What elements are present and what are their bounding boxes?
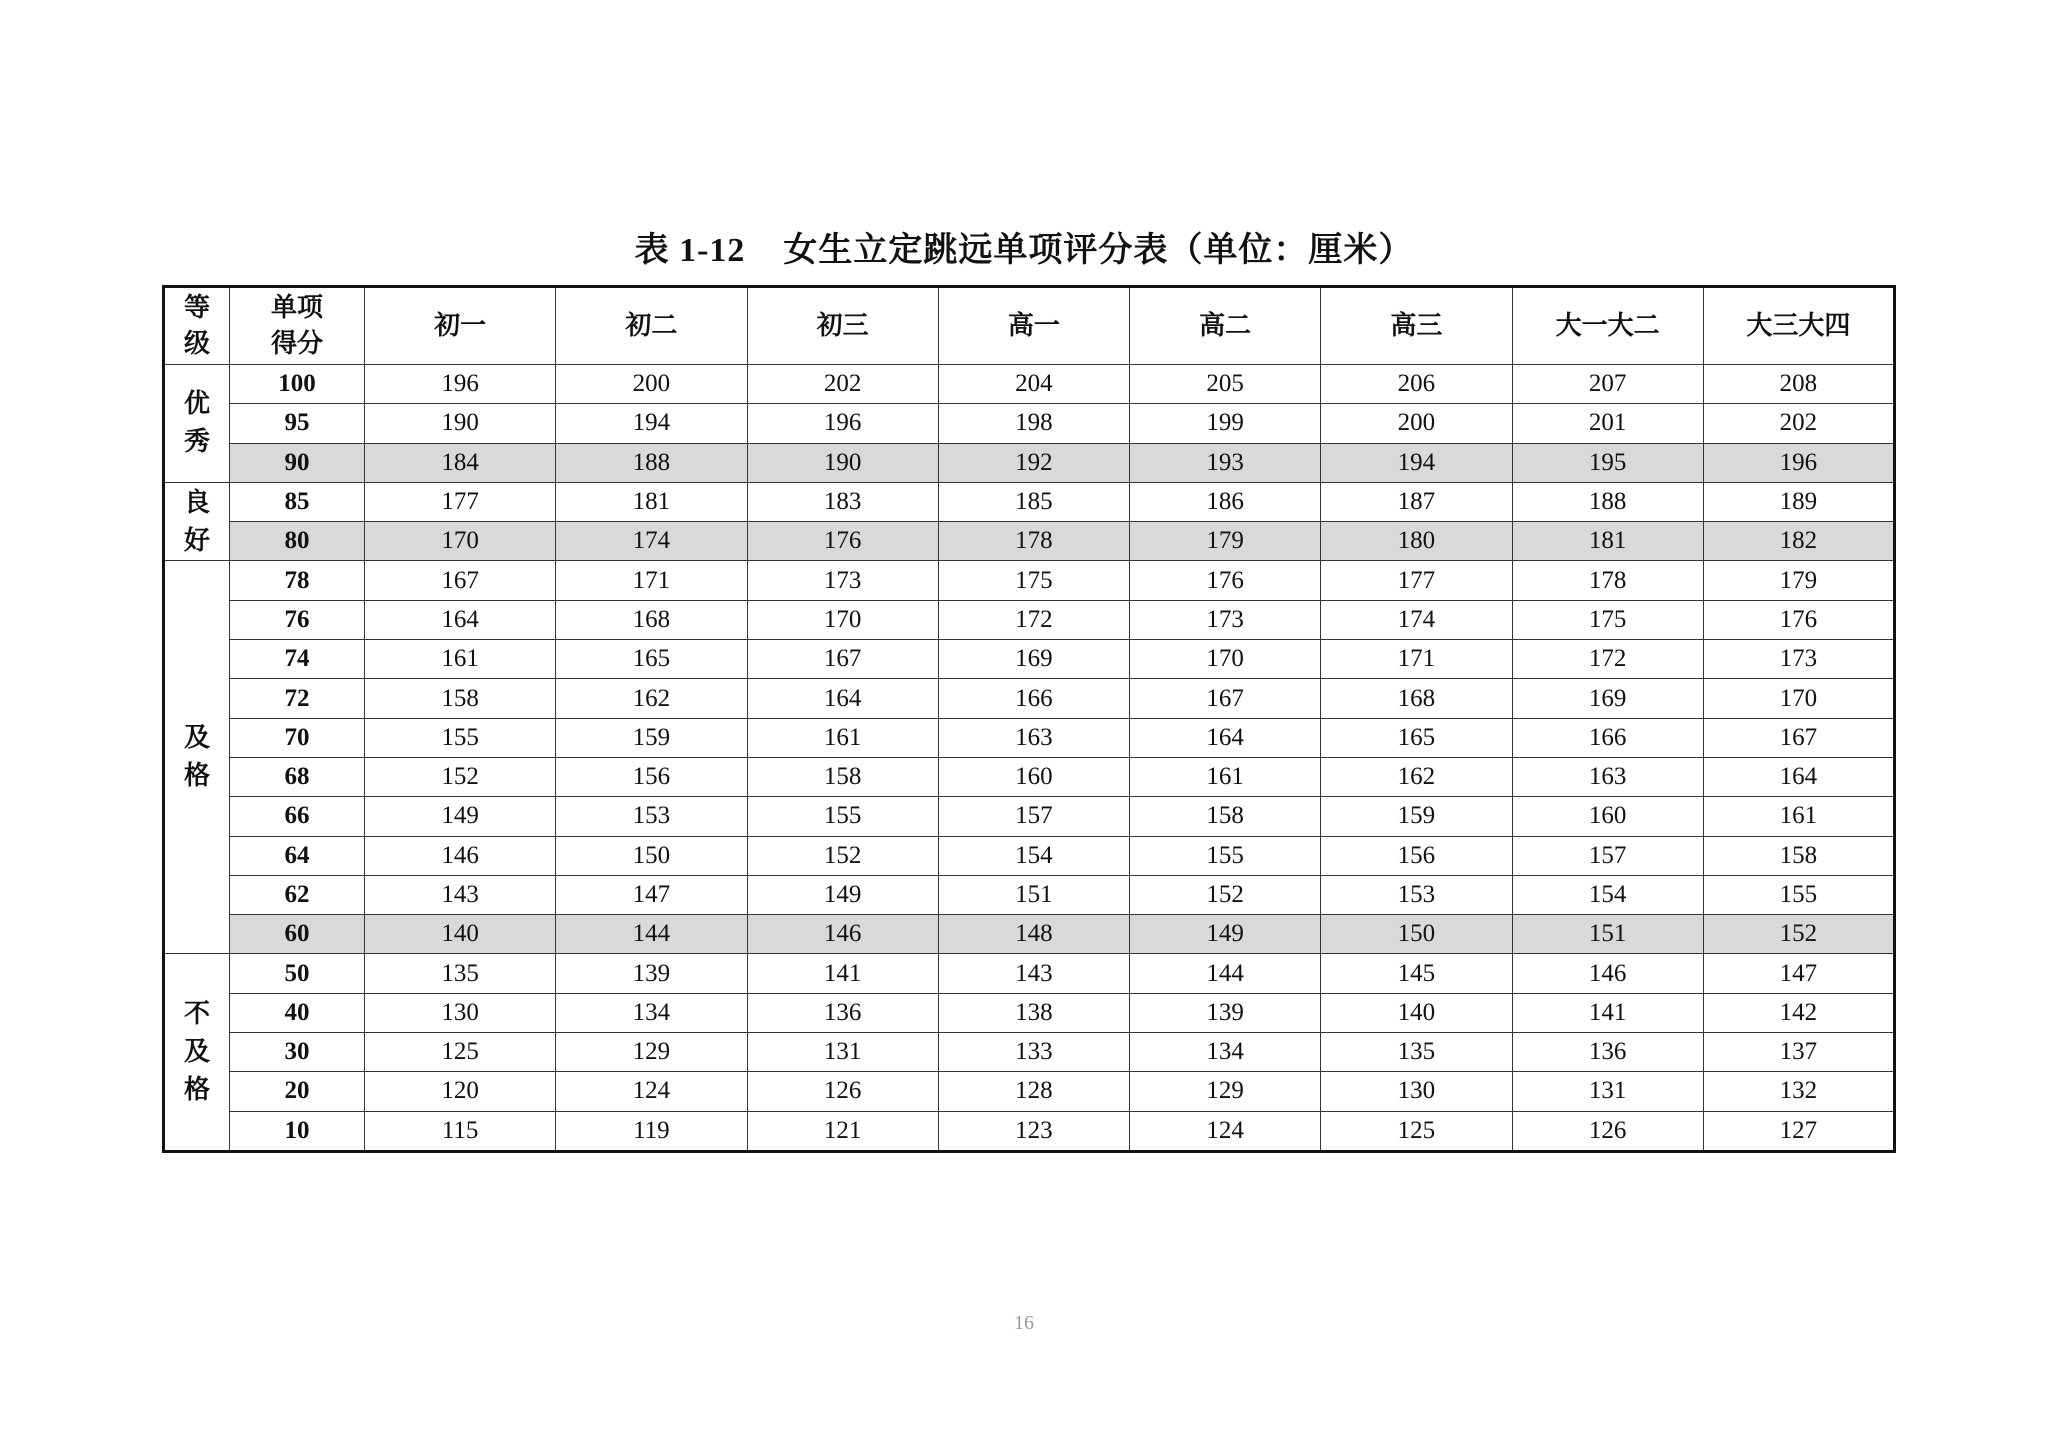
value-cell: 126 xyxy=(1512,1111,1703,1151)
score-cell: 40 xyxy=(230,993,365,1032)
table-row xyxy=(164,404,1895,443)
table-row xyxy=(164,365,1895,404)
value-cell: 155 xyxy=(747,797,938,836)
value-cell: 125 xyxy=(365,1033,556,1072)
table-title xyxy=(0,222,2048,271)
score-cell: 95 xyxy=(230,404,365,443)
score-cell: 70 xyxy=(230,718,365,757)
value-cell: 140 xyxy=(1321,993,1512,1032)
value-cell: 169 xyxy=(938,640,1129,679)
value-cell: 115 xyxy=(365,1111,556,1151)
score-cell: 100 xyxy=(230,365,365,404)
value-cell: 165 xyxy=(556,640,747,679)
value-cell: 142 xyxy=(1703,993,1894,1032)
value-cell: 150 xyxy=(556,836,747,875)
value-cell: 156 xyxy=(1321,836,1512,875)
value-cell: 184 xyxy=(365,443,556,482)
value-cell: 162 xyxy=(556,679,747,718)
page-number: 16 xyxy=(1014,1312,1034,1334)
value-cell: 121 xyxy=(747,1111,938,1151)
value-cell: 195 xyxy=(1512,443,1703,482)
value-cell: 161 xyxy=(1703,797,1894,836)
score-cell: 50 xyxy=(230,954,365,993)
score-cell: 60 xyxy=(230,915,365,954)
value-cell: 144 xyxy=(1130,954,1321,993)
value-cell: 174 xyxy=(556,522,747,561)
value-cell: 147 xyxy=(556,875,747,914)
value-cell: 164 xyxy=(1130,718,1321,757)
value-cell: 143 xyxy=(938,954,1129,993)
value-cell: 131 xyxy=(1512,1072,1703,1111)
value-cell: 170 xyxy=(365,522,556,561)
score-cell: 85 xyxy=(230,482,365,521)
value-cell: 150 xyxy=(1321,915,1512,954)
value-cell: 157 xyxy=(938,797,1129,836)
header-column: 初三 xyxy=(747,287,938,365)
value-cell: 198 xyxy=(938,404,1129,443)
table-row xyxy=(164,718,1895,757)
value-cell: 179 xyxy=(1130,522,1321,561)
value-cell: 158 xyxy=(747,757,938,796)
value-cell: 161 xyxy=(747,718,938,757)
value-cell: 182 xyxy=(1703,522,1894,561)
value-cell: 173 xyxy=(1130,600,1321,639)
value-cell: 168 xyxy=(556,600,747,639)
value-cell: 149 xyxy=(1130,915,1321,954)
value-cell: 154 xyxy=(938,836,1129,875)
value-cell: 204 xyxy=(938,365,1129,404)
value-cell: 173 xyxy=(1703,640,1894,679)
value-cell: 207 xyxy=(1512,365,1703,404)
score-cell: 68 xyxy=(230,757,365,796)
header-score-line: 得分 xyxy=(270,329,323,359)
header-column: 大三大四 xyxy=(1703,287,1894,365)
value-cell: 126 xyxy=(747,1072,938,1111)
value-cell: 152 xyxy=(747,836,938,875)
value-cell: 163 xyxy=(938,718,1129,757)
value-cell: 164 xyxy=(747,679,938,718)
value-cell: 185 xyxy=(938,482,1129,521)
table-row xyxy=(164,1072,1895,1111)
grade-cell xyxy=(164,954,230,1151)
table-row xyxy=(164,993,1895,1032)
value-cell: 164 xyxy=(1703,757,1894,796)
score-cell: 10 xyxy=(230,1111,365,1151)
value-cell: 133 xyxy=(938,1033,1129,1072)
value-cell: 170 xyxy=(1703,679,1894,718)
value-cell: 152 xyxy=(1130,875,1321,914)
value-cell: 154 xyxy=(1512,875,1703,914)
value-cell: 180 xyxy=(1321,522,1512,561)
score-cell: 30 xyxy=(230,1033,365,1072)
value-cell: 156 xyxy=(556,757,747,796)
value-cell: 130 xyxy=(365,993,556,1032)
score-cell: 20 xyxy=(230,1072,365,1111)
table-row xyxy=(164,797,1895,836)
grade-char: 及 xyxy=(183,723,210,754)
grade-char: 格 xyxy=(183,761,210,792)
value-cell: 159 xyxy=(1321,797,1512,836)
value-cell: 183 xyxy=(747,482,938,521)
value-cell: 151 xyxy=(938,875,1129,914)
value-cell: 175 xyxy=(938,561,1129,600)
table-caption: 女生立定跳远单项评分表（单位：厘米） xyxy=(783,230,1414,270)
score-cell: 80 xyxy=(230,522,365,561)
value-cell: 166 xyxy=(1512,718,1703,757)
value-cell: 136 xyxy=(747,993,938,1032)
score-cell: 74 xyxy=(230,640,365,679)
value-cell: 165 xyxy=(1321,718,1512,757)
header-column: 高一 xyxy=(938,287,1129,365)
table-row xyxy=(164,954,1895,993)
table-row xyxy=(164,1033,1895,1072)
value-cell: 161 xyxy=(365,640,556,679)
grade-cell xyxy=(164,482,230,561)
value-cell: 172 xyxy=(938,600,1129,639)
value-cell: 148 xyxy=(938,915,1129,954)
value-cell: 201 xyxy=(1512,404,1703,443)
value-cell: 143 xyxy=(365,875,556,914)
value-cell: 158 xyxy=(365,679,556,718)
value-cell: 131 xyxy=(747,1033,938,1072)
value-cell: 167 xyxy=(365,561,556,600)
header-column: 高二 xyxy=(1130,287,1321,365)
value-cell: 146 xyxy=(1512,954,1703,993)
value-cell: 141 xyxy=(1512,993,1703,1032)
table-row xyxy=(164,482,1895,521)
value-cell: 139 xyxy=(1130,993,1321,1032)
value-cell: 158 xyxy=(1703,836,1894,875)
header-grade xyxy=(164,287,230,365)
value-cell: 145 xyxy=(1321,954,1512,993)
value-cell: 124 xyxy=(1130,1111,1321,1151)
value-cell: 129 xyxy=(1130,1072,1321,1111)
grade-char: 不 xyxy=(183,999,210,1030)
value-cell: 125 xyxy=(1321,1111,1512,1151)
table-row xyxy=(164,561,1895,600)
value-cell: 140 xyxy=(365,915,556,954)
score-cell: 90 xyxy=(230,443,365,482)
value-cell: 153 xyxy=(556,797,747,836)
table-number: 表 1-12 xyxy=(634,232,746,269)
value-cell: 134 xyxy=(556,993,747,1032)
value-cell: 130 xyxy=(1321,1072,1512,1111)
value-cell: 202 xyxy=(1703,404,1894,443)
value-cell: 161 xyxy=(1130,757,1321,796)
value-cell: 167 xyxy=(1130,679,1321,718)
value-cell: 175 xyxy=(1512,600,1703,639)
table-row xyxy=(164,640,1895,679)
grade-char: 优 xyxy=(183,389,210,420)
header-column: 大一大二 xyxy=(1512,287,1703,365)
value-cell: 205 xyxy=(1130,365,1321,404)
value-cell: 119 xyxy=(556,1111,747,1151)
value-cell: 196 xyxy=(1703,443,1894,482)
value-cell: 167 xyxy=(747,640,938,679)
table-row xyxy=(164,679,1895,718)
value-cell: 158 xyxy=(1130,797,1321,836)
value-cell: 155 xyxy=(1130,836,1321,875)
table-row xyxy=(164,757,1895,796)
value-cell: 194 xyxy=(556,404,747,443)
grade-cell xyxy=(164,561,230,954)
header-column: 初二 xyxy=(556,287,747,365)
value-cell: 177 xyxy=(1321,561,1512,600)
value-cell: 149 xyxy=(747,875,938,914)
value-cell: 181 xyxy=(556,482,747,521)
header-row xyxy=(164,287,1895,365)
header-grade-line: 等 xyxy=(183,293,210,323)
value-cell: 146 xyxy=(365,836,556,875)
value-cell: 187 xyxy=(1321,482,1512,521)
value-cell: 138 xyxy=(938,993,1129,1032)
table-row xyxy=(164,836,1895,875)
value-cell: 193 xyxy=(1130,443,1321,482)
value-cell: 166 xyxy=(938,679,1129,718)
value-cell: 160 xyxy=(1512,797,1703,836)
table-body xyxy=(164,365,1895,1152)
value-cell: 136 xyxy=(1512,1033,1703,1072)
value-cell: 144 xyxy=(556,915,747,954)
table-row xyxy=(164,875,1895,914)
value-cell: 152 xyxy=(365,757,556,796)
value-cell: 128 xyxy=(938,1072,1129,1111)
value-cell: 149 xyxy=(365,797,556,836)
grade-char: 好 xyxy=(183,525,210,556)
grade-char: 秀 xyxy=(183,427,210,458)
value-cell: 206 xyxy=(1321,365,1512,404)
value-cell: 199 xyxy=(1130,404,1321,443)
value-cell: 188 xyxy=(556,443,747,482)
value-cell: 208 xyxy=(1703,365,1894,404)
value-cell: 177 xyxy=(365,482,556,521)
header-score xyxy=(230,287,365,365)
value-cell: 153 xyxy=(1321,875,1512,914)
value-cell: 127 xyxy=(1703,1111,1894,1151)
value-cell: 200 xyxy=(1321,404,1512,443)
value-cell: 169 xyxy=(1512,679,1703,718)
value-cell: 172 xyxy=(1512,640,1703,679)
score-cell: 78 xyxy=(230,561,365,600)
score-cell: 72 xyxy=(230,679,365,718)
value-cell: 194 xyxy=(1321,443,1512,482)
value-cell: 173 xyxy=(747,561,938,600)
value-cell: 139 xyxy=(556,954,747,993)
value-cell: 164 xyxy=(365,600,556,639)
value-cell: 189 xyxy=(1703,482,1894,521)
value-cell: 151 xyxy=(1512,915,1703,954)
table-row xyxy=(164,915,1895,954)
value-cell: 178 xyxy=(1512,561,1703,600)
value-cell: 141 xyxy=(747,954,938,993)
table-row xyxy=(164,1111,1895,1151)
value-cell: 170 xyxy=(1130,640,1321,679)
value-cell: 188 xyxy=(1512,482,1703,521)
value-cell: 163 xyxy=(1512,757,1703,796)
value-cell: 176 xyxy=(1703,600,1894,639)
value-cell: 176 xyxy=(1130,561,1321,600)
table-row xyxy=(164,443,1895,482)
value-cell: 132 xyxy=(1703,1072,1894,1111)
value-cell: 171 xyxy=(1321,640,1512,679)
value-cell: 123 xyxy=(938,1111,1129,1151)
value-cell: 190 xyxy=(365,404,556,443)
value-cell: 170 xyxy=(747,600,938,639)
value-cell: 190 xyxy=(747,443,938,482)
table-row xyxy=(164,522,1895,561)
grade-char: 良 xyxy=(183,487,210,518)
value-cell: 171 xyxy=(556,561,747,600)
header-score-line: 单项 xyxy=(270,293,323,323)
value-cell: 200 xyxy=(556,365,747,404)
value-cell: 186 xyxy=(1130,482,1321,521)
value-cell: 196 xyxy=(747,404,938,443)
value-cell: 152 xyxy=(1703,915,1894,954)
grade-char: 格 xyxy=(183,1075,210,1106)
grade-char: 及 xyxy=(183,1037,210,1068)
value-cell: 176 xyxy=(747,522,938,561)
value-cell: 168 xyxy=(1321,679,1512,718)
value-cell: 137 xyxy=(1703,1033,1894,1072)
value-cell: 167 xyxy=(1703,718,1894,757)
value-cell: 160 xyxy=(938,757,1129,796)
value-cell: 157 xyxy=(1512,836,1703,875)
value-cell: 192 xyxy=(938,443,1129,482)
value-cell: 159 xyxy=(556,718,747,757)
value-cell: 155 xyxy=(365,718,556,757)
grade-cell xyxy=(164,365,230,483)
value-cell: 147 xyxy=(1703,954,1894,993)
header-column: 初一 xyxy=(365,287,556,365)
value-cell: 124 xyxy=(556,1072,747,1111)
value-cell: 162 xyxy=(1321,757,1512,796)
value-cell: 181 xyxy=(1512,522,1703,561)
header-grade-line: 级 xyxy=(183,329,210,359)
score-cell: 66 xyxy=(230,797,365,836)
value-cell: 178 xyxy=(938,522,1129,561)
header-column: 高三 xyxy=(1321,287,1512,365)
value-cell: 135 xyxy=(1321,1033,1512,1072)
value-cell: 202 xyxy=(747,365,938,404)
value-cell: 134 xyxy=(1130,1033,1321,1072)
value-cell: 179 xyxy=(1703,561,1894,600)
value-cell: 129 xyxy=(556,1033,747,1072)
score-cell: 76 xyxy=(230,600,365,639)
scoring-table xyxy=(162,285,1896,1153)
value-cell: 135 xyxy=(365,954,556,993)
table-row xyxy=(164,600,1895,639)
score-cell: 64 xyxy=(230,836,365,875)
value-cell: 146 xyxy=(747,915,938,954)
value-cell: 155 xyxy=(1703,875,1894,914)
score-cell: 62 xyxy=(230,875,365,914)
value-cell: 174 xyxy=(1321,600,1512,639)
value-cell: 196 xyxy=(365,365,556,404)
value-cell: 120 xyxy=(365,1072,556,1111)
